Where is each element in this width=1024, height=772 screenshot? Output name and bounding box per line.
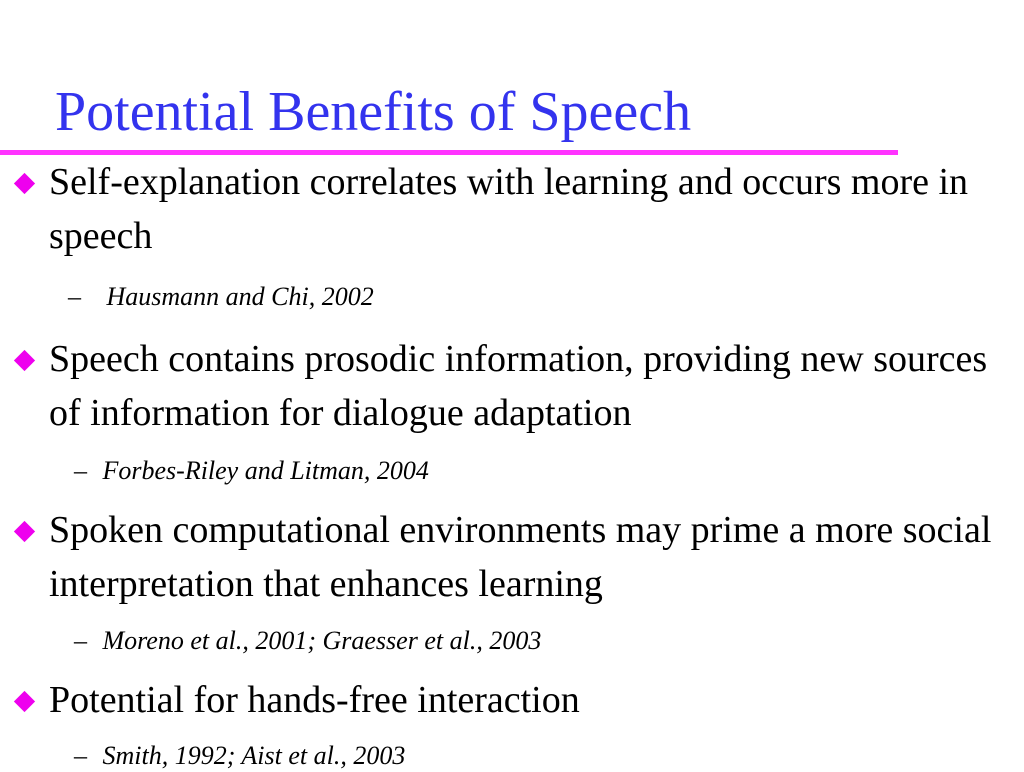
bullet-text: Potential for hands-free interaction	[49, 679, 580, 721]
citation-text: Smith, 1992; Aist et al., 2003	[102, 741, 406, 770]
dash-marker: –	[74, 456, 87, 485]
bullet-item	[49, 155, 1009, 263]
slide-title: Potential Benefits of Speech	[55, 81, 692, 143]
bullet-item	[49, 503, 1009, 611]
dash-marker: –	[68, 282, 81, 311]
citation-text: Moreno et al., 2001; Graesser et al., 2003	[102, 626, 542, 655]
citation-text: Hausmann and Chi, 2002	[106, 282, 374, 311]
diamond-bullet-icon	[14, 173, 35, 194]
dash-marker: –	[74, 626, 87, 655]
citation-item	[68, 281, 374, 313]
citation-text: Forbes-Riley and Litman, 2004	[102, 456, 429, 485]
citation-item	[74, 455, 429, 487]
diamond-bullet-icon	[14, 691, 35, 712]
diamond-bullet-icon	[14, 521, 35, 542]
bullet-text: Spoken computational environments may prime a more social interpretation that enhances learning	[49, 509, 992, 605]
bullet-item	[49, 673, 1009, 727]
bullet-text: Self-explanation correlates with learning and occurs more in speech	[49, 161, 969, 257]
diamond-bullet-icon	[14, 350, 35, 371]
dash-marker: –	[74, 741, 87, 770]
bullet-item	[49, 332, 1009, 440]
bullet-text: Speech contains prosodic information, providing new sources of information for dialogue adaptation	[49, 338, 988, 434]
citation-item	[74, 740, 405, 772]
citation-item	[74, 625, 541, 657]
